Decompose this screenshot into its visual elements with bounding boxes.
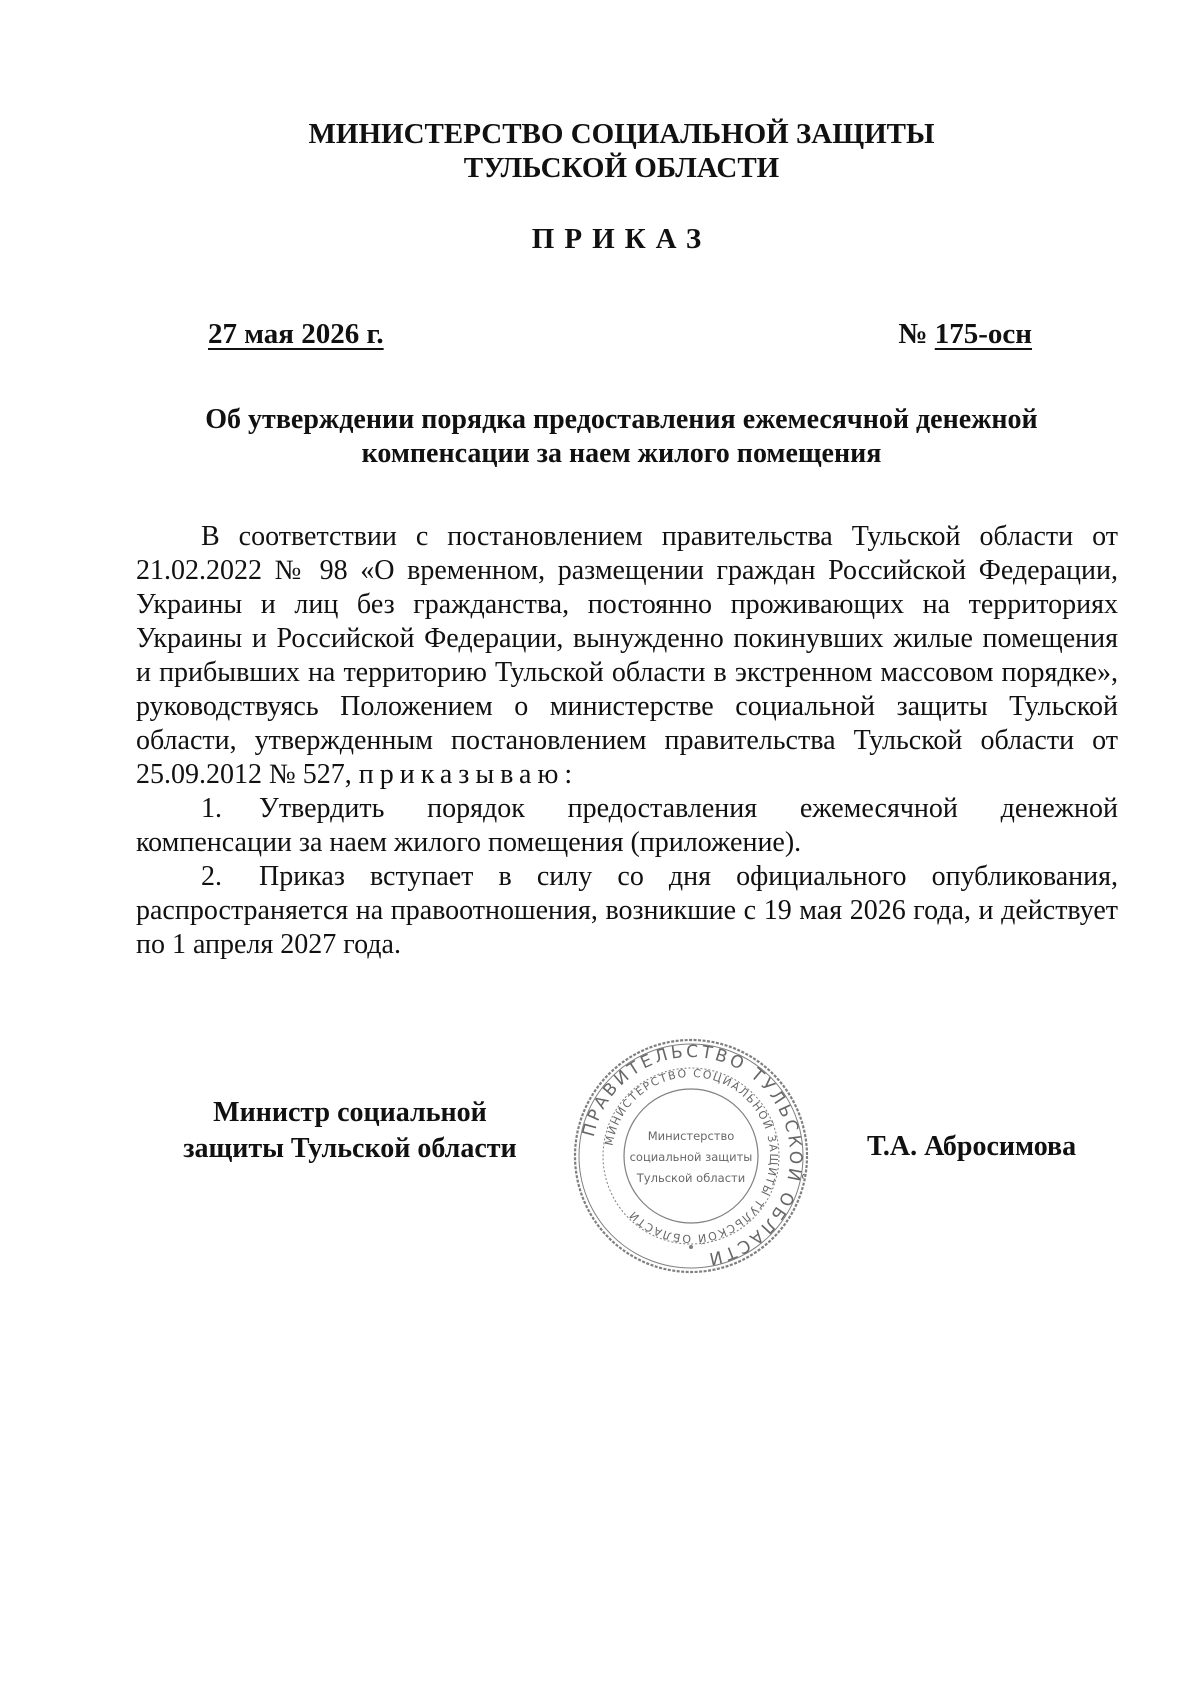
seal-inner-text: МИНИСТЕРСТВО СОЦИАЛЬНОЙ ЗАЩИТЫ ТУЛЬСКОЙ ОБЛАСТИ: [602, 1066, 781, 1246]
signer-title-line2: защиты Тульской области: [183, 1133, 517, 1164]
preamble-text: В соответствии с постановлением правительства Тульской области от 21.02.2022 № 98 «О временном, размещении граждан Российской Федерации, Украины и лиц без гражданства, постоянно проживающих на территориях Украины и Российской Федерации, вынужденно покинувших жилые помещения и прибывших на территорию Тульской области в экстренном массовом порядке», руководствуясь Положением о министерстве социальной защиты Тульской области, утвержденным постановлением правительства Тульской области от 25.09.2012 № 527,: [136, 521, 1118, 790]
preamble-paragraph: [136, 520, 1118, 792]
order-word: приказываю:: [358, 759, 579, 790]
subject-line1: Об утверждении порядка предоставления ежемесячной денежной: [205, 404, 1038, 435]
seal-dot: [689, 1245, 693, 1249]
order-item-1: [136, 792, 1118, 860]
seal-center-line1: Министерство: [647, 1129, 735, 1143]
order-item-2: [136, 860, 1118, 962]
document-date: 27 мая 2026 г.: [208, 318, 384, 350]
signer-title-line1: Министр социальной: [213, 1097, 487, 1128]
item-text: Приказ вступает в силу со дня официального опубликования, распространяется на правоотношения, возникшие с 19 мая 2026 года, и действует по 1 апреля 2027 года.: [136, 861, 1118, 960]
item-text: Утвердить порядок предоставления ежемесячной денежной компенсации за наем жилого помещения (приложение).: [136, 793, 1118, 858]
document-number: [898, 317, 1032, 351]
ministry-name-line2: ТУЛЬСКОЙ ОБЛАСТИ: [463, 152, 780, 184]
ministry-name-line1: МИНИСТЕРСТВО СОЦИАЛЬНОЙ ЗАЩИТЫ: [308, 118, 935, 150]
seal-outer-text: ПРАВИТЕЛЬСТВО ТУЛЬСКОЙ ОБЛАСТИ: [578, 1041, 806, 1269]
seal-center-line2: социальной защиты: [629, 1150, 753, 1164]
document-type-heading: ПРИКАЗ: [531, 223, 712, 255]
item-marker: 1.: [201, 793, 222, 824]
seal-center-line3: Тульской области: [636, 1171, 746, 1185]
item-marker: 2.: [201, 861, 222, 892]
subject-line2: компенсации за наем жилого помещения: [361, 438, 882, 469]
document-number-prefix: №: [898, 318, 928, 350]
signer-title: [150, 1095, 550, 1167]
official-seal-icon: [572, 1037, 810, 1275]
document-number-value: 175-осн: [934, 318, 1032, 350]
signer-name: Т.А. Абросимова: [867, 1131, 1077, 1162]
